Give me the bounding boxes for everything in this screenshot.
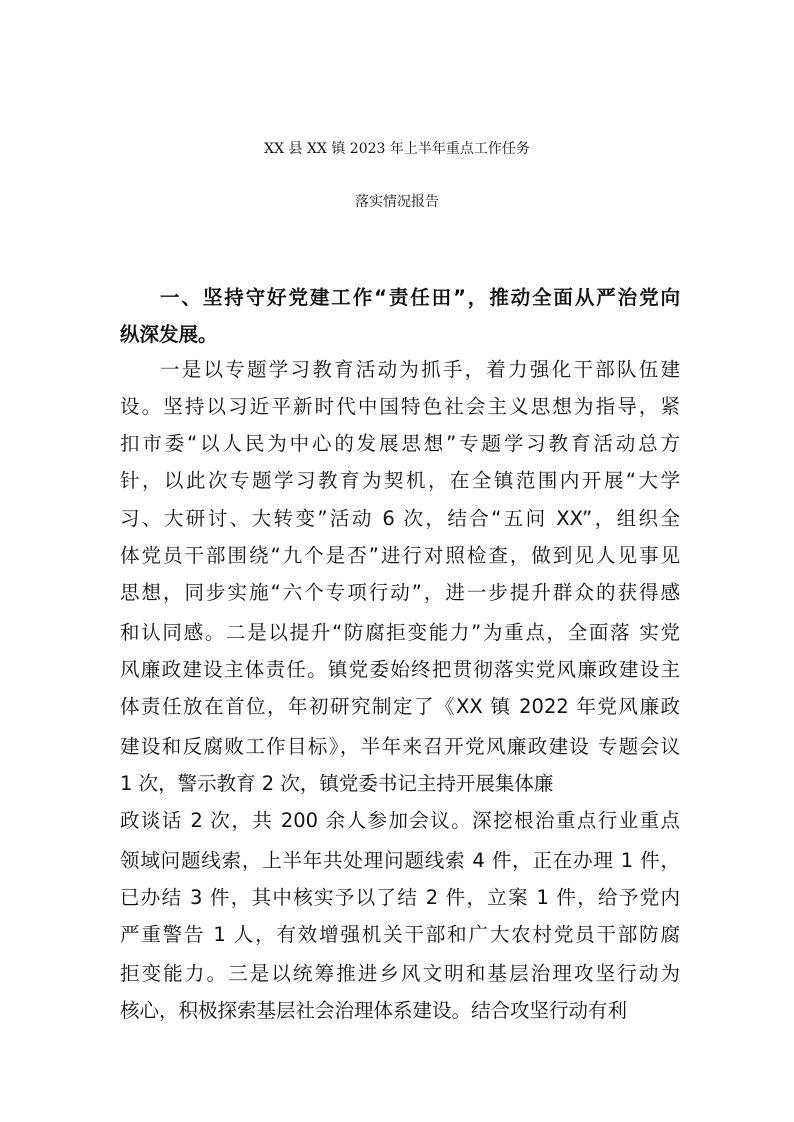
body-line: 体责任放在首位，年初研究制定了《XX 镇 2022 年党风廉政 — [120, 695, 680, 718]
body-line: 政谈话 2 次，共 200 余人参加会议。深挖根治重点行业重点 — [120, 809, 680, 832]
body-line: 已办结 3 件，其中核实予以了结 2 件，立案 1 件，给予党内 — [120, 886, 680, 909]
body-line: 习、大研讨、大转变”活动 6 次，结合“五问 XX”，组织全 — [120, 507, 680, 530]
body-line: 设。坚持以习近平新时代中国特色社会主义思想为指导，紧 — [120, 395, 680, 418]
body-line: 1 次，警示教育 2 次，镇党委书记主持开展集体廉 — [120, 772, 554, 795]
body-line: 体党员干部围绕“九个是否”进行对照检查，做到见人见事见 — [120, 544, 680, 567]
body-line: 核心，积极探索基层社会治理体系建设。结合攻坚行动有利 — [120, 999, 628, 1022]
body-line: 拒变能力。三是以统筹推进乡风文明和基层治理攻坚行动为 — [120, 962, 680, 985]
document-title-line-2: 落实情况报告 — [355, 194, 439, 210]
body-line: 建设和反腐败工作目标》，半年来召开党风廉政建设 专题会议 — [120, 735, 680, 758]
section-heading-line: 纵深发展。 — [120, 323, 218, 346]
body-line: 和认同感。二是以提升“防腐拒变能力”为重点，全面落 实党 — [120, 621, 680, 644]
body-line: 扣市委“以人民为中心的发展思想”专题学习教育活动总方 — [120, 432, 680, 455]
body-line: 一是以专题学习教育活动为抓手，着力强化干部队伍建 — [160, 358, 680, 381]
document-title-line-1: XX 县 XX 镇 2023 年上半年重点工作任务 — [264, 141, 530, 157]
body-line: 领域问题线索，上半年共处理问题线索 4 件，正在办理 1 件， — [120, 849, 680, 872]
body-line: 风廉政建设主体责任。镇党委始终把贯彻落实党风廉政建设主 — [120, 658, 680, 681]
body-line: 思想，同步实施“六个专项行动”，进一步提升群众的获得感 — [120, 581, 680, 604]
body-line: 针，以此次专题学习教育为契机，在全镇范围内开展“大学 — [120, 469, 680, 492]
section-heading-line: 一、坚持守好党建工作“责任田”，推动全面从严治党向 — [160, 286, 680, 309]
body-line: 严重警告 1 人，有效增强机关干部和广大农村党员干部防腐 — [120, 923, 680, 946]
